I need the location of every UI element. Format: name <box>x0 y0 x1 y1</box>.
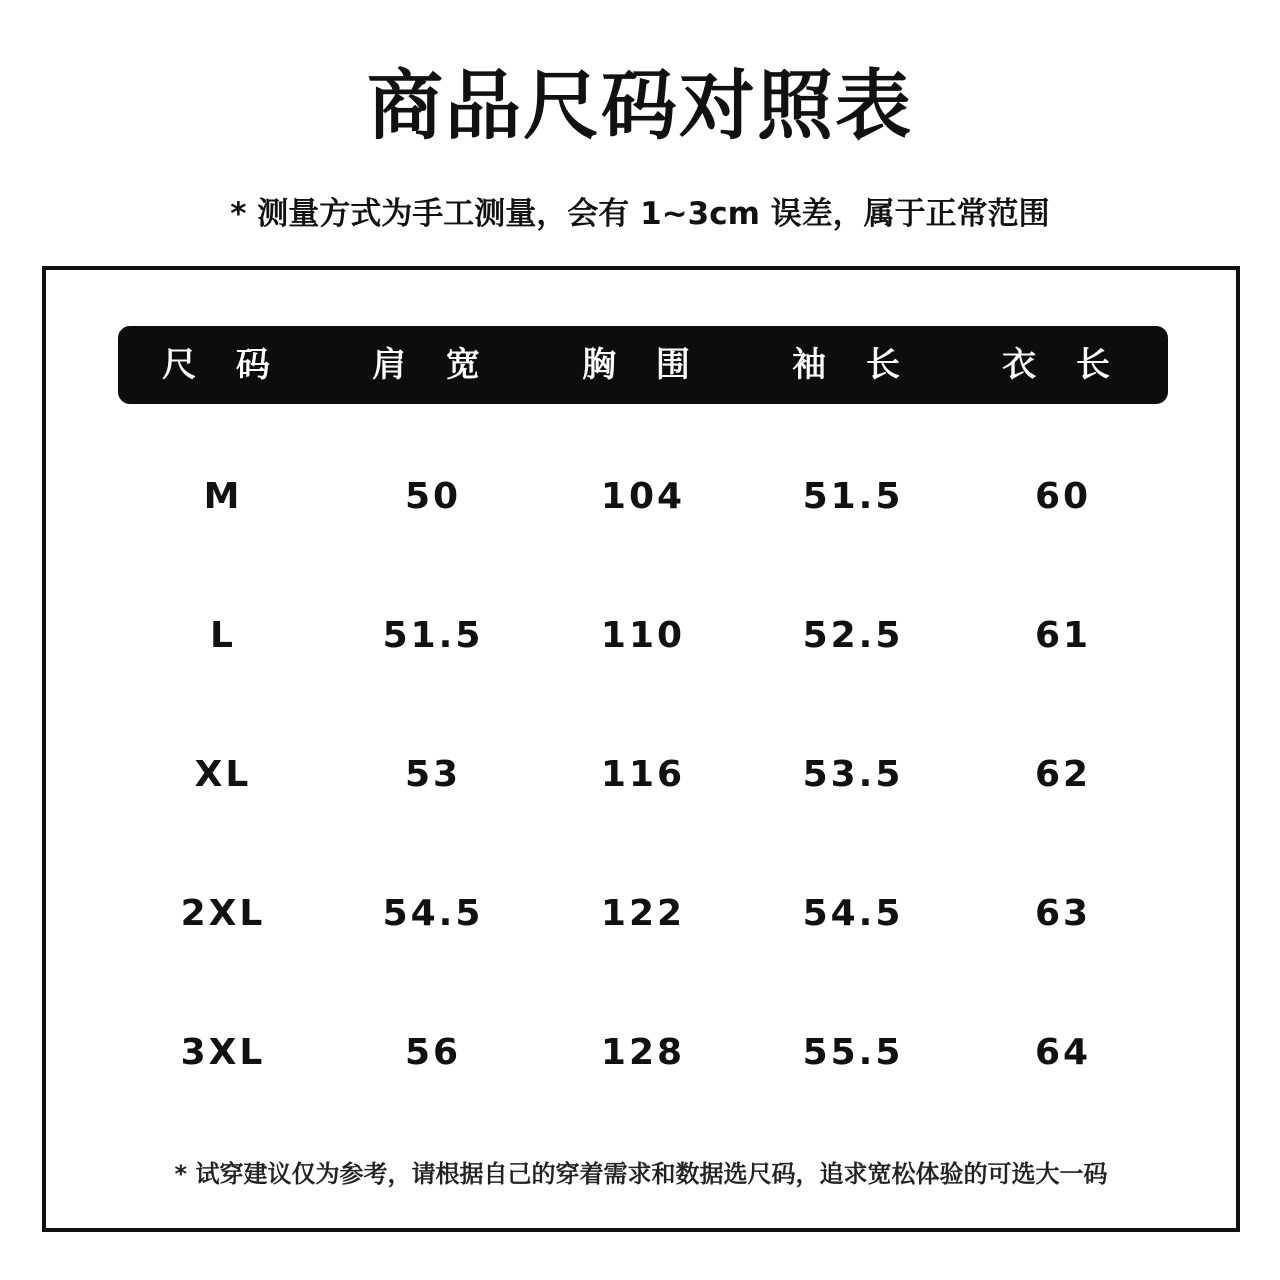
cell-chest: 110 <box>600 615 686 656</box>
cell-chest: 128 <box>600 1032 686 1073</box>
cell-shoulder: 54.5 <box>382 893 484 934</box>
cell-length: 62 <box>1034 754 1092 795</box>
cell-chest: 104 <box>600 476 686 517</box>
cell-shoulder: 51.5 <box>382 615 484 656</box>
page-title: 商品尺码对照表 <box>367 61 913 150</box>
cell-chest: 122 <box>600 893 686 934</box>
cell-length: 63 <box>1034 893 1092 934</box>
cell-sleeve: 55.5 <box>802 1032 904 1073</box>
size-table-frame <box>42 266 1240 1232</box>
header-length: 衣 长 <box>1002 345 1124 385</box>
cell-shoulder: 50 <box>404 476 462 517</box>
cell-length: 61 <box>1034 615 1092 656</box>
cell-length: 60 <box>1034 476 1092 517</box>
header-chest: 胸 围 <box>582 345 704 385</box>
header-shoulder: 肩 宽 <box>372 345 494 385</box>
cell-shoulder: 56 <box>404 1032 462 1073</box>
cell-length: 64 <box>1034 1032 1092 1073</box>
measurement-note: * 测量方式为手工测量，会有 1~3cm 误差，属于正常范围 <box>230 196 1050 232</box>
cell-size: M <box>203 476 243 517</box>
cell-shoulder: 53 <box>404 754 462 795</box>
header-sleeve: 袖 长 <box>792 345 914 385</box>
table-header <box>118 326 1168 404</box>
cell-size: 3XL <box>180 1032 266 1073</box>
cell-chest: 116 <box>600 754 686 795</box>
cell-sleeve: 53.5 <box>802 754 904 795</box>
cell-size: 2XL <box>180 893 266 934</box>
cell-size: XL <box>194 754 252 795</box>
cell-sleeve: 54.5 <box>802 893 904 934</box>
cell-sleeve: 51.5 <box>802 476 904 517</box>
cell-sleeve: 52.5 <box>802 615 904 656</box>
fit-advice-note: * 试穿建议仅为参考，请根据自己的穿着需求和数据选尺码，追求宽松体验的可选大一码 <box>174 1160 1108 1188</box>
cell-size: L <box>210 615 236 656</box>
header-size: 尺 码 <box>162 345 284 385</box>
